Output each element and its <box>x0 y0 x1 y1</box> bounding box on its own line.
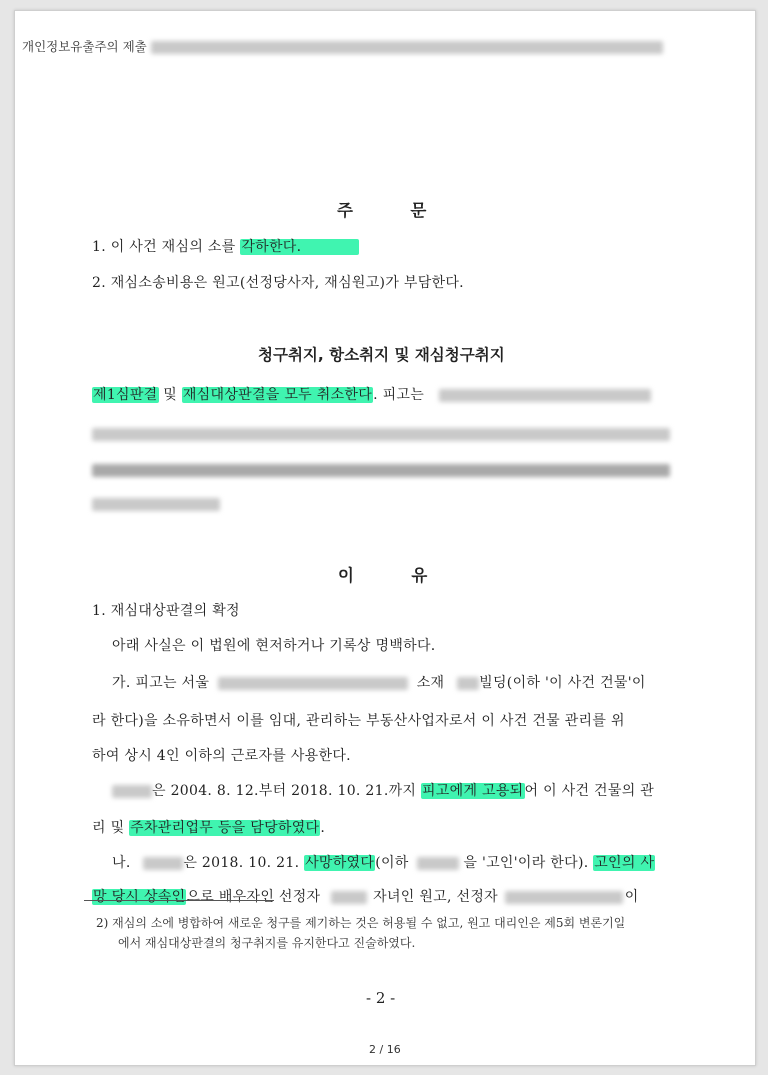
redacted-line <box>92 460 670 479</box>
claims-title <box>258 343 505 365</box>
order-item-1 <box>92 236 359 256</box>
header-text: 개인정보유출주의 제출 <box>22 39 147 54</box>
redacted-line <box>92 424 670 443</box>
employee-text-4: . <box>320 820 326 836</box>
highlight-parking-duty: 주차관리업무 등을 담당하였다 <box>130 820 320 836</box>
document-page <box>14 10 756 1066</box>
reasons-title <box>338 562 427 586</box>
footnote-line-1: 2) 재심의 소에 병합하여 새로운 청구를 제기하는 것은 허용될 수 없고, 원고 대리인은 제5회 변론기일 <box>96 916 626 930</box>
redacted-name <box>505 891 623 904</box>
na-text-1: 나. <box>112 855 131 871</box>
footnote-divider <box>84 900 274 901</box>
footnote <box>96 913 625 953</box>
section-1-heading <box>92 600 240 620</box>
claims-line-1 <box>92 384 651 404</box>
page-number-text: - 2 - <box>366 989 396 1007</box>
section-1-intro <box>112 635 436 655</box>
paragraph-ga-line-1 <box>112 672 646 692</box>
paragraph-ga-line-3 <box>92 745 351 765</box>
na-text-3: (이하 <box>375 855 409 871</box>
redacted-line <box>92 494 220 513</box>
order-title-text: 주 문 <box>337 201 427 220</box>
ga-text-4: 라 한다)을 소유하면서 이를 임대, 관리하는 부동산사업자로서 이 사건 건물 관리를 위 <box>92 713 625 729</box>
viewer-page-text: 2 / 16 <box>369 1043 401 1056</box>
paragraph-employee-line-1 <box>112 780 654 800</box>
section-1-text: 1. 재심대상판결의 확정 <box>92 603 240 619</box>
paragraph-ga-line-2 <box>92 710 625 730</box>
viewer-page-indicator <box>369 1043 401 1056</box>
claims-tail: . 피고는 <box>373 387 425 403</box>
claims-title-text: 청구취지, 항소취지 및 재심청구취지 <box>258 346 505 364</box>
na-text-2: 은 2018. 10. 21. <box>183 855 305 871</box>
footnote-line-2: 에서 재심대상판결의 청구취지를 유지한다고 진술하였다. <box>118 936 416 950</box>
ga-text-1: 가. 피고는 서울 <box>112 675 210 691</box>
ga-text-2: 소재 <box>416 675 445 691</box>
order-item-1-text: 1. 이 사건 재심의 소를 <box>92 239 241 255</box>
redacted-text <box>439 389 651 402</box>
section-1-intro-text: 아래 사실은 이 법원에 현저하거나 기록상 명백하다. <box>112 638 436 654</box>
paragraph-employee-line-2 <box>92 817 325 837</box>
highlight-died: 사망하였다 <box>305 855 375 871</box>
page-number <box>366 989 395 1007</box>
highlight-employed: 피고에게 고용되 <box>421 783 524 799</box>
confidential-header <box>22 37 663 55</box>
na-text-7: 이 <box>624 889 639 905</box>
claims-connector: 및 <box>158 387 182 403</box>
redacted-name <box>112 785 152 798</box>
highlight-dismiss: 각하한다. <box>240 239 359 255</box>
redacted-address <box>218 677 408 690</box>
order-item-2-text: 2. 재심소송비용은 원고(선정당사자, 재심원고)가 부담한다. <box>92 275 464 291</box>
redacted-name <box>417 857 459 870</box>
redacted-name <box>331 891 367 904</box>
order-title <box>337 197 426 221</box>
employee-text-3: 리 및 <box>92 820 130 836</box>
redacted-name <box>143 857 183 870</box>
highlight-first-judgment: 제1심판결 <box>93 387 158 403</box>
paragraph-na-line-2 <box>92 886 639 906</box>
highlight-deceased: 고인의 사 <box>594 855 655 871</box>
na-text-6: 자녀인 원고, 선정자 <box>373 889 498 905</box>
na-text-5: 으로 배우자인 선정자 <box>186 889 321 905</box>
employee-text-2: 어 이 사건 건물의 관 <box>524 783 655 799</box>
na-text-4: 을 '고인'이라 한다). <box>463 855 594 871</box>
employee-text-1: 은 2004. 8. 12.부터 2018. 10. 21.까지 <box>152 783 421 799</box>
ga-text-3: 빌딩(이하 '이 사건 건물'이 <box>479 675 646 691</box>
highlight-heirs: 망 당시 상속인 <box>93 889 186 905</box>
redacted-building <box>457 677 479 690</box>
reasons-title-text: 이 유 <box>338 566 428 585</box>
order-item-2 <box>92 272 464 292</box>
ga-text-5: 하여 상시 4인 이하의 근로자를 사용한다. <box>92 748 351 764</box>
highlight-cancel-judgment: 재심대상판결을 모두 취소한다 <box>182 387 373 403</box>
redacted-header <box>151 41 663 54</box>
paragraph-na-line-1 <box>112 852 655 872</box>
